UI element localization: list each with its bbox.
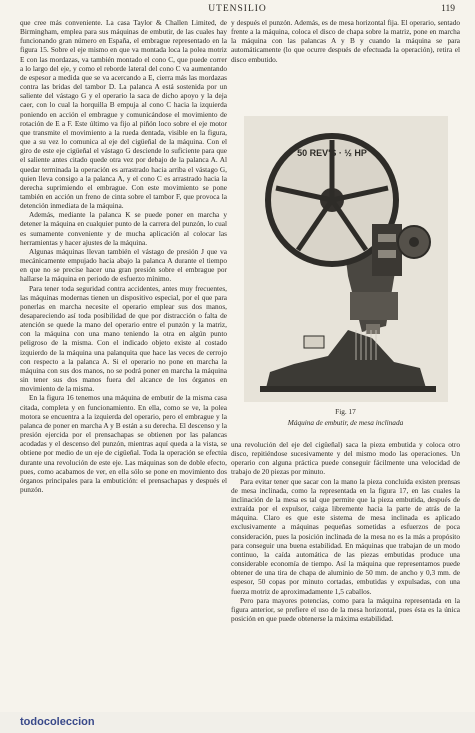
- right-column-bottom: [231, 440, 460, 708]
- left-column: [20, 18, 227, 646]
- running-title: UTENSILIO: [208, 4, 267, 14]
- watermark: todocoleccion: [20, 716, 95, 728]
- paragraph: y después el punzón. Además, es de mesa horizontal fija. El operario, sentado frente a la máquina, coloca el disco de chapa sobre la matriz, pone en marcha la máquina con las palancas A y B y cuando la máquina se para automáticamente (lo que ocurre después de efectuada la operación), retira el disco embutido.: [231, 18, 460, 64]
- wheel-lettering: 50 REV'S · ½ HP: [297, 148, 367, 158]
- paragraph: Para tener toda seguridad contra accidentes, antes muy frecuentes, las máquinas modernas tienen un dispositivo especial, por el que para ponerlas en marcha necesite el operario emplear sus dos manos, desapareciendo así toda posibilidad de que por distracción o falta de atención se quede la mano del operario entre el punzón y la matriz, con la máquina con una mano teniendo la otra en algún punto peligroso de la misma. Con el indicado objeto existe al costado izquierdo de la máquina una palanquita que hace las veces de cerrojo con respecto a la palanca A. Si el operario no pone en marcha la máquina con sus dos manos, no se podrá poner en marcha la máquina sin tener sus dos manos fuera del alcance de los órganos en movimiento de la misma.: [20, 283, 227, 394]
- figure-caption: Máquina de embutir, de mesa inclinada: [287, 418, 404, 427]
- page-number: 119: [441, 4, 455, 14]
- paragraph: Para evitar tener que sacar con la mano la pieza concluida existen prensas de mesa inclinada, como la representada en la figura 17, en las cuales la inclinación de la mesa es tal que permite que la pieza embutida, después de extraída por el expulsor, caiga libremente hacia la parte de atrás de la máquina. Claro es que este sistema de mesa inclinada es aplicado exclusivamente a máquinas pequeñas sometidas a esfuerzos de poca consideración, pues la posición inclinada de la mesa no es la más a propósito para conseguir una buena estabilidad. En máquinas que trabajan de un modo continuo, la caída automática de las piezas embutidas produce una considerable economía de tiempo. Así la máquina que representamos puede obtener de una tira de chapa de aluminio de 50 mm. de ancho y 0,3 mm. de espesor, 50 copas por minuto cortadas, embutidas y expulsadas, con una fuerza motriz de aproximadamente 1,5 caballos.: [231, 476, 460, 596]
- page-header: [0, 4, 475, 18]
- paragraph: Algunas máquinas llevan también el vástago de presión J que va mecánicamente empujado hacia abajo la palanca A durante el tiempo en que no se precise hacer una gran presión sobre el embrague por hallarse la máquina en periodo de esfuerzo mínimo.: [20, 246, 227, 284]
- paragraph: que cree más conveniente. La casa Taylor & Challen Limited, de Birmingham, emplea para sus máquinas de embutir, de las cuales hay funcionando gran número en España, el embrague representado en la figura 15. Sobre el eje mismo en que va montada loca la polea motriz E con las mordazas, va también montado el cono C, que puede correr a lo largo del eje, y como el reborde lateral del cono C va aumentando de espesor a medida que se va acercando a E, cierra más las mordazas contra las bridas del tambor D. La palanca A está sostenida por un saliente del vástago G y el operario la saca de dicho apoyo y la deja caer, con lo cual la horquilla B empuja al cono C hacia la izquierda poniendo en acción el embrague y comunicándose el movimiento de rotación de E a F. Este último va fijo al piñón loco sobre el eje motor que transmite el movimiento a la rueda dentada, visible en la figura, que a su vez lo comunica al eje del cigüeñal de la máquina. Con el giro de este eje cigüeñal el vástago G desciende lo suficiente para que el saliente antes citado quede otra vez por debajo de la palanca A. Al quedar terminada la operación es arrastrado hacia arriba el vástago G, quien lleva consigo a la palanca A, y el cono C es arrastrado hacia la derecha suprimiendo el embrague. Con este movimiento se pone también en acción un freno de cinta sobre el tambor F, que provoca la detención inmediata de la máquina.: [20, 18, 227, 211]
- paragraph: una revolución del eje del cigüeñal) saca la pieza embutida y coloca otro disco, repitiéndose sucesivamente y del mismo modo las operaciones. Un operario con alguna práctica puede conseguir fácilmente una velocidad de trabajo de 20 piezas por minuto.: [231, 440, 460, 477]
- page-footer: [0, 712, 475, 733]
- figure-label: Fig. 17: [335, 407, 356, 416]
- paragraph: Pero para mayores potencias, como para la máquina representada en la figura anterior, se prefiere el uso de la mesa horizontal, pues ésta es la única posición en que puede obtenerse la máxima estabilidad.: [231, 595, 460, 623]
- paragraph: En la figura 16 tenemos una máquina de embutir de la misma casa citada, completa y en funcionamiento. En ella, como se ve, la polea motora se encuentra a la izquierda del operario, pero el embrague y la palanca de poner en marcha A y B están a su derecha. El descenso y la presión ejercida por el prensachapas se obtienen por las palancas acodadas y el descenso del punzón, mientras aquí queda a la vista, se obtiene por medio de un eje de cigüeñal. Toda la operación se efectúa durante una revolución de este eje. Las máquinas son de doble efecto, pues, como acabamos de ver, en ella sólo se pone en movimiento dos órganos principales para la embutición: el prensachapas y después el punzón.: [20, 393, 227, 494]
- paragraph: Además, mediante la palanca K se puede poner en marcha y detener la máquina en cualquier punto de la carrera del punzón, lo cual es sumamente conveniente y de mucha aplicación al colocar las herramientas y hacer ajustes de la máquina.: [20, 210, 227, 247]
- right-column-top: [231, 18, 460, 110]
- press-machine-drawing: [244, 116, 448, 402]
- figure-17-machine-illustration: [244, 116, 448, 402]
